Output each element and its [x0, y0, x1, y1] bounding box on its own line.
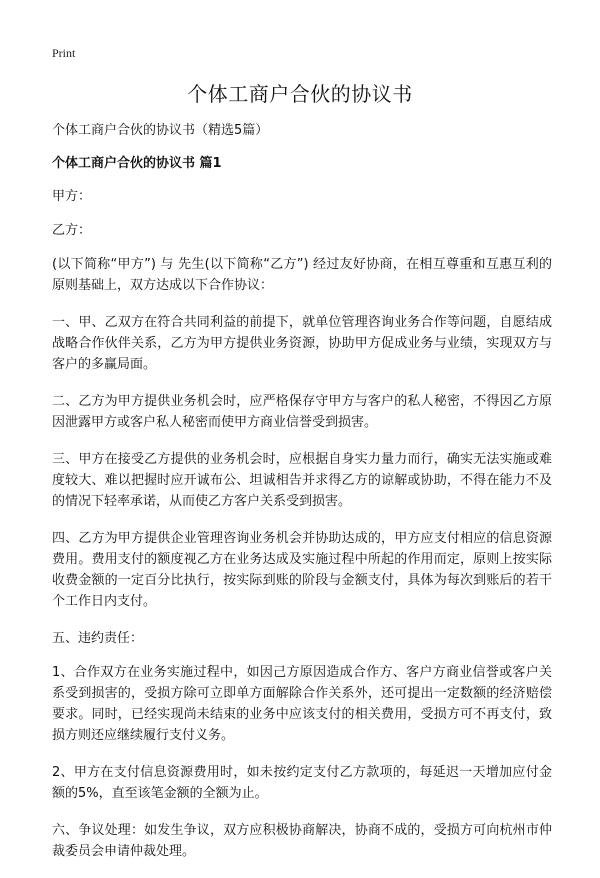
- section-heading: 个体工商户合伙的协议书 篇1: [52, 156, 222, 171]
- clause-5-heading: 五、违约责任：: [52, 631, 144, 646]
- party-b-line: 乙方：: [52, 223, 92, 238]
- document-subtitle: 个体工商户合伙的协议书（精选5篇）: [52, 123, 269, 138]
- clause-3-paragraph: 三、甲方在接受乙方提供的业务机会时，应根据自身实力量力而行，确实无法实施或难度较大、难以把握时应开诚布公、坦诚相告并求得乙方的谅解或协助，不得在能力不及的情况下轻率承诺，从而使乙方客户关系受到损害。: [52, 452, 552, 509]
- intro-paragraph: (以下简称“甲方”) 与 先生(以下简称“乙方”) 经过友好协商，在相互尊重和互惠互利的原则基础上，双方达成以下合作协议：: [52, 257, 552, 293]
- clause-2-paragraph: 二、乙方为甲方提供业务机会时，应严格保存守甲方与客户的私人秘密，不得因乙方原因泄露甲方或客户私人秘密而使甲方商业信誉受到损害。: [52, 394, 552, 430]
- clause-1-paragraph: 一、甲、乙双方在符合共同利益的前提下，就单位管理咨询业务合作等问题，自愿结成战略合作伙伴关系，乙方为甲方提供业务资源，协助甲方促成业务与业绩，实现双方与客户的多赢局面。: [52, 315, 552, 372]
- clause-5-item-1: 1、合作双方在业务实施过程中，如因己方原因造成合作方、客户方商业信誉或客户关系受到损害的，受损方除可立即单方面解除合作关系外，还可提出一定数额的经济赔偿要求。同时，已经实现尚未结束的业务中应该支付的相关费用，受损方可不再支付，致损方则还应继续履行支付义务。: [52, 665, 552, 743]
- clause-5-item-2: 2、甲方在支付信息资源费用时，如未按约定支付乙方款项的，每延迟一天增加应付金额的5%，直至该笔金额的全额为止。: [52, 765, 552, 801]
- print-label: Print: [52, 46, 76, 60]
- party-a-line: 甲方：: [52, 189, 92, 204]
- document-body: [52, 120, 552, 878]
- clause-6-paragraph: 六、争议处理：如发生争议，双方应积极协商解决，协商不成的，受损方可向杭州市仲裁委员会申请仲裁处理。: [52, 823, 552, 859]
- document-title: 个体工商户合伙的协议书: [187, 82, 413, 106]
- clause-4-paragraph: 四、乙方为甲方提供企业管理咨询业务机会并协助达成的，甲方应支付相应的信息资源费用。费用支付的额度视乙方在业务达成及实施过程中所起的作用而定，原则上按实际收费金额的一定百分比执行，按实际到账的阶段与金额支付，具体为每次到账后的若干个工作日内支付。: [52, 531, 552, 609]
